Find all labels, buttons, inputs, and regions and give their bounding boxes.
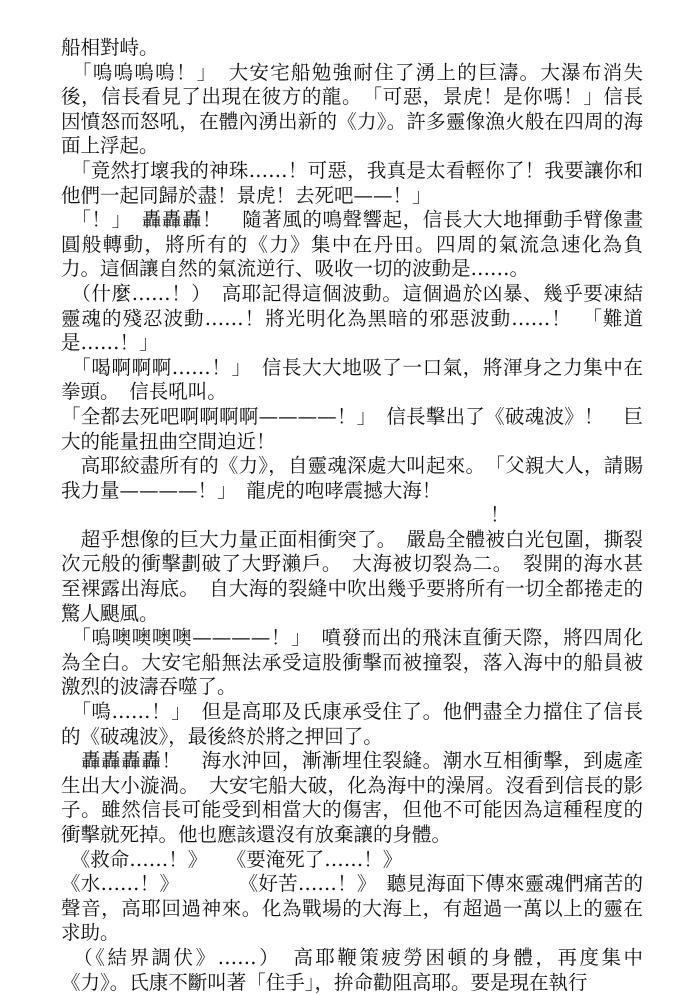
paragraph: 「嗚噢噢噢噢————！」 噴發而出的飛沫直衝天際，將四周化為全白。大安宅船無法承受這股衝擊而被撞裂，落入海中的船員被激烈的波濤吞噬了。	[61, 626, 643, 699]
paragraph: 「！」 轟轟轟！ 隨著風的鳴聲響起，信長大大地揮動手臂像畫圓般轉動，將所有的《力》集中在丹田。四周的氣流急速化為負力。這個讓自然的氣流逆行、吸收一切的波動是……。	[61, 208, 643, 281]
paragraph: 《水……！》 《好苦……！》 聽見海面下傳來靈魂們痛苦的聲音，高耶回過神來。化為戰場的大海上，有超過一萬以上的靈在求助。	[61, 872, 643, 945]
paragraph: 船相對峙。	[61, 36, 159, 59]
paragraph: 《救命……！》 《要淹死了……！》	[61, 847, 403, 871]
paragraph: ！	[61, 503, 510, 527]
document-page	[61, 36, 643, 995]
paragraph: 高耶絞盡所有的《力》，自靈魂深處大叫起來。 「父親大人，請賜我力量————！」 龍虎的咆哮震撼大海！	[61, 454, 643, 502]
paragraph: 轟轟轟轟！ 海水沖回，漸漸埋住裂縫。潮水互相衝擊，到處產生出大小漩渦。 大安宅船大破，化為海中的澡屑。沒看到信長的影子。雖然信長可能受到相當大的傷害，但他不可能因為這種程度的衝擊就死掉。他也應該還沒有放棄讓的身體。	[61, 749, 643, 846]
paragraph: 「嗚……！」 但是高耶及氏康承受住了。他們盡全力擋住了信長的《破魂波》，最後終於將之押回了。	[61, 700, 643, 748]
paragraph: 「全都去死吧啊啊啊啊————！」 信長擊出了《破魂波》！ 巨大的能量扭曲空間迫近！	[61, 404, 643, 453]
paragraph: 超乎想像的巨大力量正面相衝突了。 嚴島全體被白光包圍，撕裂次元般的衝擊劃破了大野瀨戶。 大海被切裂為二。 裂開的海水甚至裸露出海底。 自大海的裂縫中吹出幾乎要將所有一切全都捲走的驚人颶風。	[61, 527, 643, 625]
paragraph: 「嗚嗚嗚嗚！」 大安宅船勉強耐住了湧上的巨濤。大瀑布消失後，信長看見了出現在彼方的龍。 「可惡，景虎！是你嗎！」信長因憤怒而怒吼，在體內湧出新的《力》。許多靈像漁火般在四周的海面上浮起。	[61, 60, 643, 158]
paragraph: （什麼……！） 高耶記得這個波動。這個過於凶暴、幾乎要凍結靈魂的殘忍波動……！將光明化為黑暗的邪惡波動……！ 「難道是……！」	[61, 281, 643, 355]
paragraph: （《結界調伏》……） 高耶鞭策疲勞困頓的身體，再度集中《力》。氏康不斷叫著「住手」，拚命勸阻高耶。要是現在執行	[61, 945, 643, 994]
paragraph: 「竟然打壞我的神珠……！可惡，我真是太看輕你了！我要讓你和他們一起同歸於盡！景虎！去死吧——！」	[61, 158, 643, 207]
paragraph: 「喝啊啊啊……！」 信長大大地吸了一口氣，將渾身之力集中在拳頭。 信長吼叫。	[61, 355, 643, 404]
